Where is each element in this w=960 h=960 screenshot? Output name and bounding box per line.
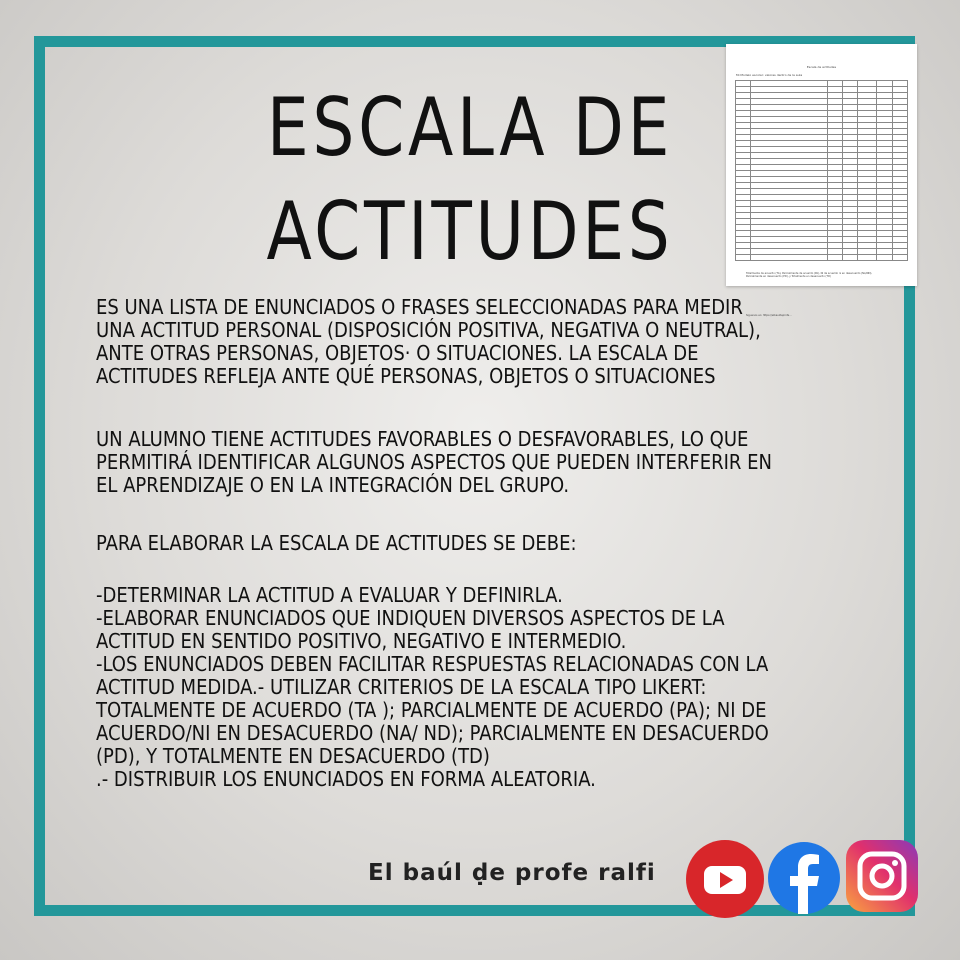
text-line: UN ALUMNO TIENE ACTITUDES FAVORABLES O DESFAVORABLES, LO QUE (96, 427, 749, 451)
text-line: PARA ELABORAR LA ESCALA DE ACTITUDES SE DEBE: (96, 531, 577, 555)
text-line: -ELABORAR ENUNCIADOS QUE INDIQUEN DIVERSOS ASPECTOS DE LA (96, 606, 725, 630)
text-line: UNA ACTITUD PERSONAL (DISPOSICIÓN POSITIVA, NEGATIVA O NEUTRAL), (96, 318, 761, 342)
thumbnail-source: Siguenos en: https://elbauldeprofe... (746, 314, 792, 317)
text-line: ES UNA LISTA DE ENUNCIADOS O FRASES SELECCIONADAS PARA MEDIR (96, 295, 743, 319)
text-line: -DETERMINAR LA ACTITUD A EVALUAR Y DEFINIRLA. (96, 583, 563, 607)
text-line: ACUERDO/NI EN DESACUERDO (NA/ ND); PARCIALMENTE EN DESACUERDO (96, 721, 769, 745)
text-line: ACTITUD MEDIDA.- UTILIZAR CRITERIOS DE LA ESCALA TIPO LIKERT: (96, 675, 707, 699)
youtube-icon[interactable] (686, 840, 764, 918)
thumbnail-heading: Escala de actitudes (806, 65, 837, 69)
title-line-2: ACTITUDES (266, 185, 674, 278)
facebook-icon[interactable] (768, 842, 840, 914)
paragraph-definition (96, 296, 882, 388)
thumbnail-subheading: Mi Modelo escolar: valores dentro de la aula (736, 73, 803, 77)
paragraph-steps-list (96, 584, 882, 791)
text-line: PERMITIRÁ IDENTIFICAR ALGUNOS ASPECTOS QUE PUEDEN INTERFERIR EN (96, 450, 772, 474)
brand-name: El baúl ḍe profe ralfi (368, 860, 656, 886)
text-line: ACTITUD EN SENTIDO POSITIVO, NEGATIVO E INTERMEDIO. (96, 629, 627, 653)
text-line: .- DISTRIBUIR LOS ENUNCIADOS EN FORMA ALEATORIA. (96, 767, 596, 791)
instagram-icon[interactable] (846, 840, 918, 912)
text-line: (PD), Y TOTALMENTE EN DESACUERDO (TD) (96, 744, 490, 768)
paragraph-purpose (96, 428, 882, 497)
thumbnail-footnote: Totalmente de acuerdo (TA), Parcialmente de acuerdo (PA), Ni de acuerdo ni en desacuerdo (NA/ND), Parcialmente en desacuerdo (PD), y Totalmente en desacuerdo (TD) (746, 272, 873, 278)
text-line: ACTITUDES REFLEJA ANTE QUÉ PERSONAS, OBJETOS O SITUACIONES (96, 364, 716, 388)
text-line: -LOS ENUNCIADOS DEBEN FACILITAR RESPUESTAS RELACIONADAS CON LA (96, 652, 769, 676)
document-thumbnail (726, 44, 917, 317)
text-line: ANTE OTRAS PERSONAS, OBJETOS· O SITUACIONES. LA ESCALA DE (96, 341, 699, 365)
text-line: TOTALMENTE DE ACUERDO (TA ); PARCIALMENTE DE ACUERDO (PA); NI DE (96, 698, 767, 722)
title-line-1: ESCALA DE (266, 81, 674, 174)
thumbnail-table (735, 80, 908, 261)
paragraph-steps-intro (96, 532, 882, 555)
text-line: EL APRENDIZAJE O EN LA INTEGRACIÓN DEL GRUPO. (96, 473, 570, 497)
